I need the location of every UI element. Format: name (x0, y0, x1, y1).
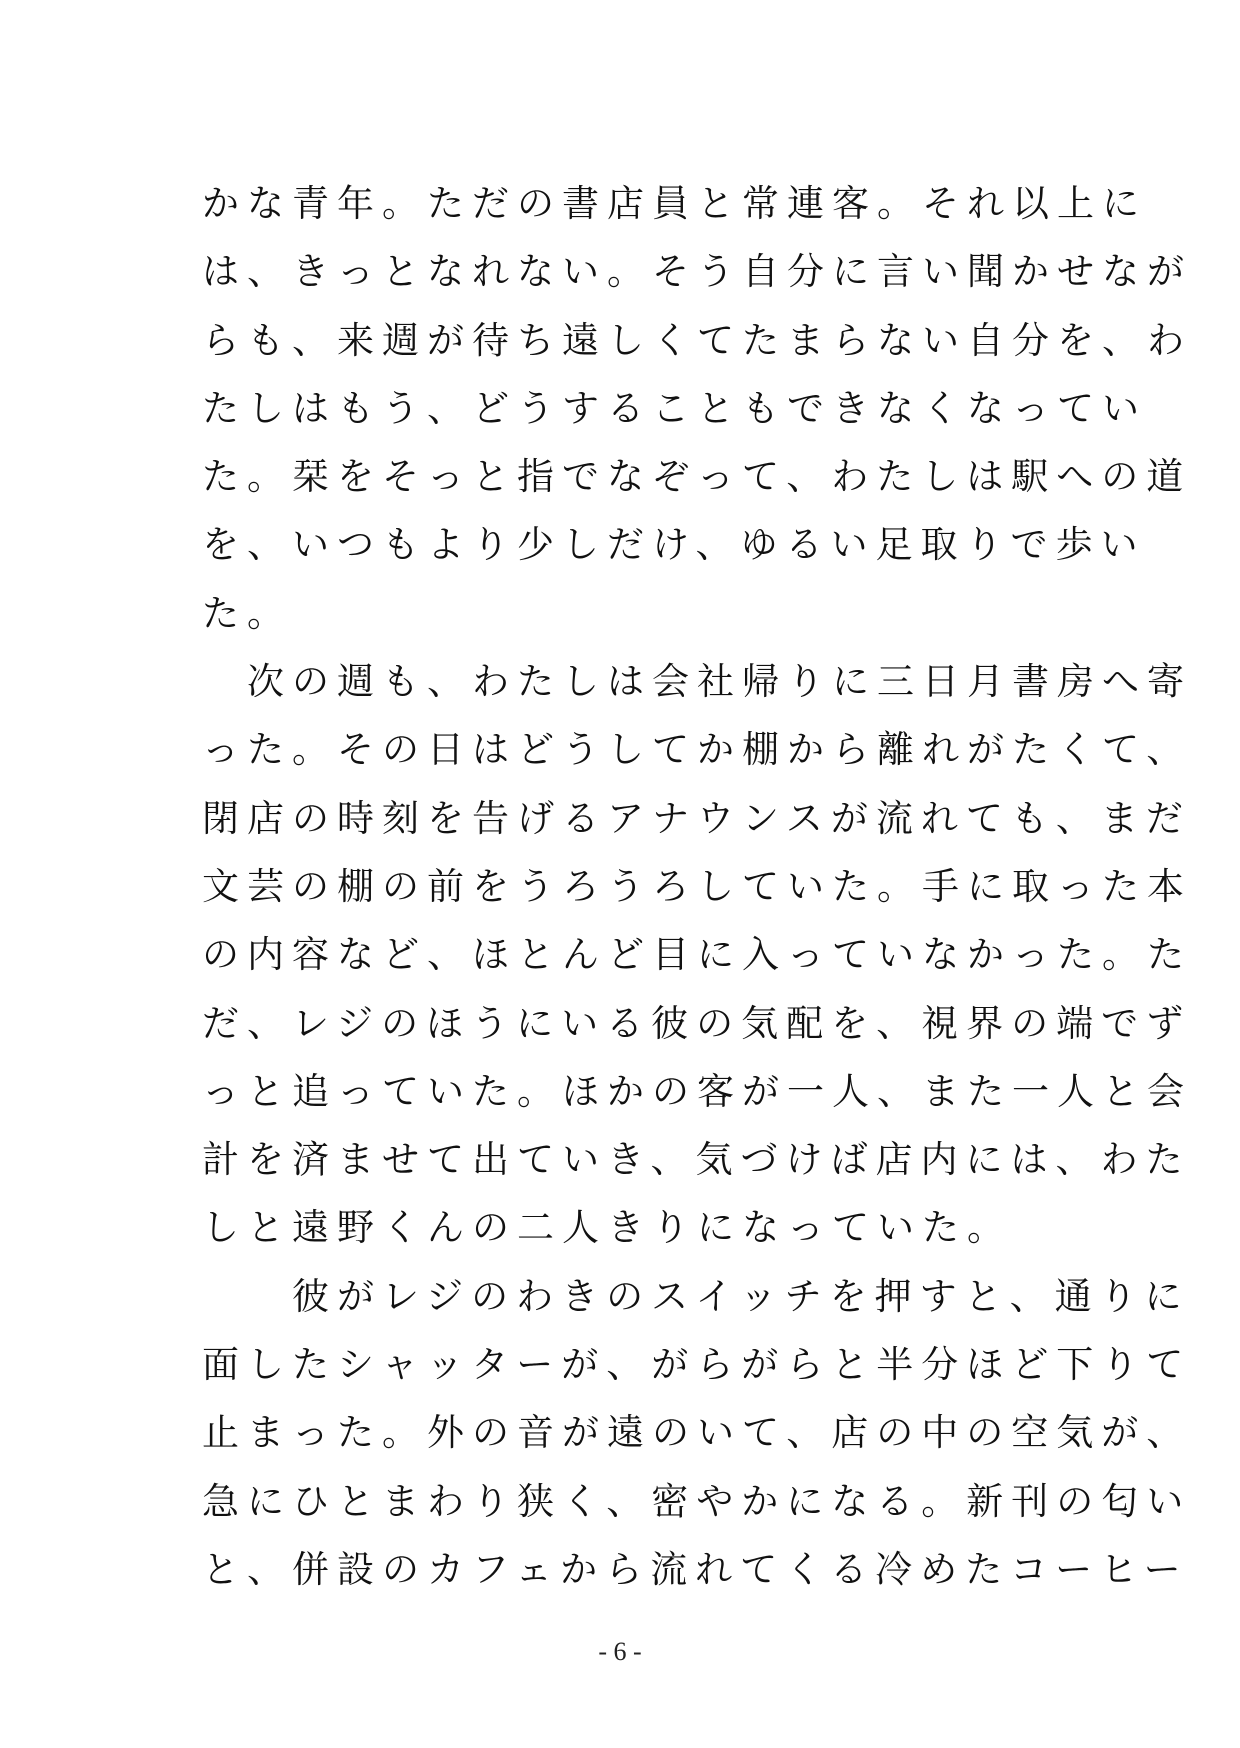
body-text (202, 170, 1192, 1604)
text-line: 次の週も、わたしは会社帰りに三日月書房へ寄 (202, 660, 1192, 704)
text-line: たしはもう、どうすることもできなくなってい (202, 386, 1147, 430)
text-line: 面したシャッターが、がらがらと半分ほど下りて (202, 1343, 1192, 1387)
text-line: っと追っていた。ほかの客が一人、また一人と会 (202, 1069, 1192, 1113)
text-line: しと遠野くんの二人きりになっていた。 (202, 1206, 1012, 1250)
text-line: 閉店の時刻を告げるアナウンスが流れても、まだ (202, 796, 1191, 840)
page-number: - 6 - (598, 1637, 642, 1666)
text-line: 急にひとまわり狭く、密やかになる。新刊の匂い (202, 1479, 1192, 1523)
text-line: た。 (202, 591, 292, 635)
text-line: と、併設のカフェから流れてくる冷めたコーヒー (202, 1547, 1189, 1591)
text-line: を、いつもより少しだけ、ゆるい足取りで歩い (202, 523, 1146, 567)
text-line: らも、来週が待ち遠しくてたまらない自分を、わ (202, 318, 1192, 362)
text-line: た。栞をそっと指でなぞって、わたしは駅への道 (202, 455, 1192, 499)
text-line: 彼がレジのわきのスイッチを押すと、通りに (202, 1274, 1190, 1318)
text-line: だ、レジのほうにいる彼の気配を、視界の端でず (202, 1001, 1192, 1045)
text-line: かな青年。ただの書店員と常連客。それ以上に (202, 182, 1147, 225)
text-line: 計を済ませて出ていき、気づけば店内には、わた (202, 1138, 1191, 1182)
text-line: 止まった。外の音が遠のいて、店の中の空気が、 (202, 1411, 1192, 1455)
text-line: は、きっとなれない。そう自分に言い聞かせなが (202, 250, 1192, 294)
text-line: の内容など、ほとんど目に入っていなかった。た (202, 933, 1192, 977)
text-line: った。その日はどうしてか棚から離れがたくて、 (202, 728, 1192, 772)
text-line: 文芸の棚の前をうろうろしていた。手に取った本 (202, 864, 1192, 908)
